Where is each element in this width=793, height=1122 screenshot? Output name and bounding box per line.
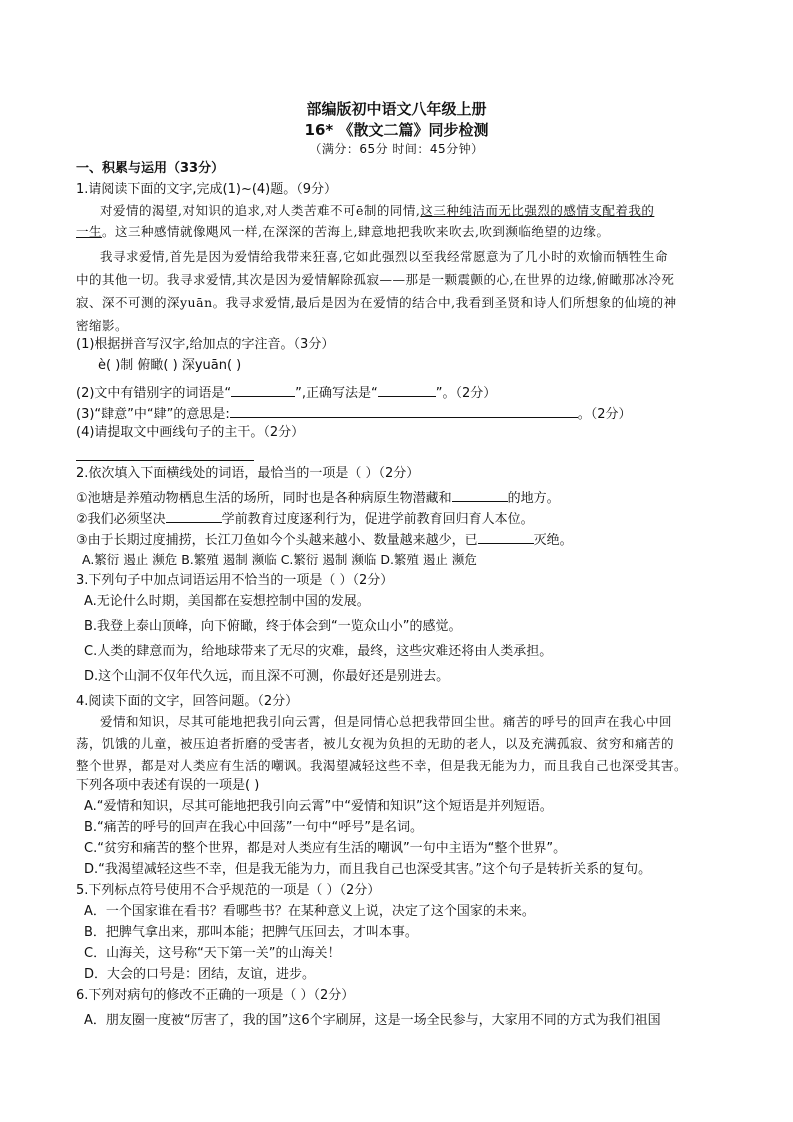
sub-question-3-text: (3)“肆意”中“肆”的意思是: xyxy=(76,407,230,422)
sub-question-2-text: (2)文中有错别字的词语是“ xyxy=(76,386,232,401)
passage-text: 寂、深不可测的深yuān。我寻求爱情,最后是因为在爱情的结合中,我看到圣贤和诗人们所想象的仙境的神 xyxy=(76,295,677,310)
passage-text: 荡，饥饿的儿童，被压迫者折磨的受害者，被儿女视为负担的无助的老人，以及充满孤寂、贫穷和痛苦的 xyxy=(76,736,675,751)
option-d: D.“我渴望减轻这些不幸，但是我无能为力，而且我自己也深受其害。”这个句子是转折关系的复句。 xyxy=(84,862,652,877)
question-1-passage-line xyxy=(76,223,609,241)
question-4-ask: 下列各项中表述有误的一项是( ) xyxy=(76,778,260,793)
answer-line[interactable] xyxy=(76,460,254,461)
answer-blank[interactable] xyxy=(230,403,578,418)
underlined-sentence: 一生 xyxy=(76,224,103,239)
sentence-text: 学前教育过度逐利行为，促进学前教育回归育人本位。 xyxy=(221,512,534,527)
sub-question-1: (1)根据拼音写汉字,给加点的字注音。（3分） xyxy=(76,337,335,352)
option-a: A.“爱情和知识，尽其可能地把我引向云霄”中“爱情和知识”这个短语是并列短语。 xyxy=(84,799,553,814)
question-5-stem: 5.下列标点符号使用不合乎规范的一项是（ ）（2分） xyxy=(76,883,381,898)
passage-text: 中的其他一切。我寻求爱情,其次是因为爱情解除孤寂——那是一颗震颤的心,在世界的边缘,俯瞰那冰冷死 xyxy=(76,272,675,287)
option-b: B.“痛苦的呼号的回声在我心中回荡”一句中“呼号”是名词。 xyxy=(84,820,423,835)
page-title: 部编版初中语文八年级上册 xyxy=(306,100,487,118)
question-2-sentence xyxy=(76,487,560,508)
sentence-text: ③由于长期过度捕捞，长江刀鱼如今个头越来越小、数量越来越少，已 xyxy=(76,533,478,548)
answer-blank[interactable] xyxy=(166,508,222,523)
passage-text: 密缩影。 xyxy=(76,318,129,333)
answer-blank[interactable] xyxy=(378,382,436,397)
option-c: C.“贫穷和痛苦的整个世界，都是对人类应有生活的嘲讽”一句中主语为“整个世界”。 xyxy=(84,841,567,856)
sentence-text: 的地方。 xyxy=(507,491,560,506)
page-subtitle: 16* 《散文二篇》同步检测 xyxy=(304,121,489,139)
passage-text: 我寻求爱情,首先是因为爱情给我带来狂喜,它如此强烈以至我经常愿意为了几小时的欢愉而牺牲生命 xyxy=(100,249,668,264)
option-c: C.人类的肆意而为，给地球带来了无尽的灾难，最终，这些灾难还将由人类承担。 xyxy=(84,644,553,659)
answer-blank[interactable] xyxy=(452,487,508,502)
question-3-stem: 3.下列句子中加点词语运用不恰当的一项是（ ）（2分） xyxy=(76,573,394,588)
sentence-text: ①池塘是养殖动物栖息生活的场所，同时也是各种病原生物潜藏和 xyxy=(76,491,452,506)
option-d: D．大会的口号是：团结，友谊，进步。 xyxy=(84,967,316,982)
option-a: A．一个国家谁在看书？看哪些书？在某种意义上说，决定了这个国家的未来。 xyxy=(84,904,535,919)
question-6-stem: 6.下列对病句的修改不正确的一项是（ ）（2分） xyxy=(76,988,355,1003)
sub-question-3-text: 。（2分） xyxy=(577,407,632,422)
question-2-options: A.繁衍 遏止 濒危 B.繁殖 遏制 濒临 C.繁衍 遏制 濒临 D.繁殖 遏止 濒危 xyxy=(82,552,477,567)
option-b: B.我登上泰山顶峰，向下俯瞰，终于体会到“一览众山小”的感觉。 xyxy=(84,619,462,634)
answer-blank[interactable] xyxy=(478,529,534,544)
sub-question-2 xyxy=(76,382,496,403)
option-b: B．把脾气拿出来，那叫本能；把脾气压回去，才叫本事。 xyxy=(84,925,418,940)
sub-question-4: (4)请提取文中画线句子的主干。（2分） xyxy=(76,425,305,440)
question-2-sentence xyxy=(76,508,534,529)
option-a: A.无论什么时期，美国都在妄想控制中国的发展。 xyxy=(84,594,370,609)
option-a: A．朋友圈一度被“厉害了，我的国”这6个字刷屏，这是一场全民参与，大家用不同的方式为我们祖国 xyxy=(84,1013,661,1028)
passage-text: 爱情和知识，尽其可能地把我引向云霄，但是同情心总把我带回尘世。痛苦的呼号的回声在我心中回 xyxy=(100,714,673,729)
question-2-sentence xyxy=(76,529,573,550)
sub-question-2-text: ”。（2分） xyxy=(435,386,497,401)
sub-question-2-text: ”,正确写法是“ xyxy=(295,386,378,401)
passage-text: 整个世界，都是对人类应有生活的嘲讽。我渴望减轻这些不幸，但是我无能为力，而且我自己也深受其害。 xyxy=(76,758,688,773)
option-d: D.这个山洞不仅年代久远，而且深不可测，你最好还是别进去。 xyxy=(84,669,450,684)
score-time-info: （满分：65分 时间：45分钟） xyxy=(309,142,484,156)
sentence-text: ②我们必须坚决 xyxy=(76,512,166,527)
underlined-sentence: 这三种纯洁而无比强烈的感情支配着我的 xyxy=(420,203,655,218)
section-heading: 一、积累与运用（33分） xyxy=(76,161,225,176)
sub-question-3 xyxy=(76,403,632,424)
passage-text: 对爱情的渴望,对知识的追求,对人类苦难不可ē制的同情, xyxy=(100,203,421,218)
answer-blank[interactable] xyxy=(231,382,295,397)
option-c: C．山海关，这号称“天下第一关”的山海关！ xyxy=(84,946,341,961)
question-1-stem: 1.请阅读下面的文字,完成(1)~(4)题。（9分） xyxy=(76,182,338,197)
question-4-stem: 4.阅读下面的文字，回答问题。（2分） xyxy=(76,694,299,709)
question-1-passage-line xyxy=(100,202,654,220)
sentence-text: 灭绝。 xyxy=(533,533,573,548)
passage-text: 。这三种感情就像飓风一样,在深深的苦海上,肆意地把我吹来吹去,吹到濒临绝望的边缘。 xyxy=(102,224,610,239)
question-2-stem: 2.依次填入下面横线处的词语，最恰当的一项是（ ）（2分） xyxy=(76,466,420,481)
sub-question-1-items: è( )制 俯瞰( ) 深yuān( ) xyxy=(98,358,242,373)
